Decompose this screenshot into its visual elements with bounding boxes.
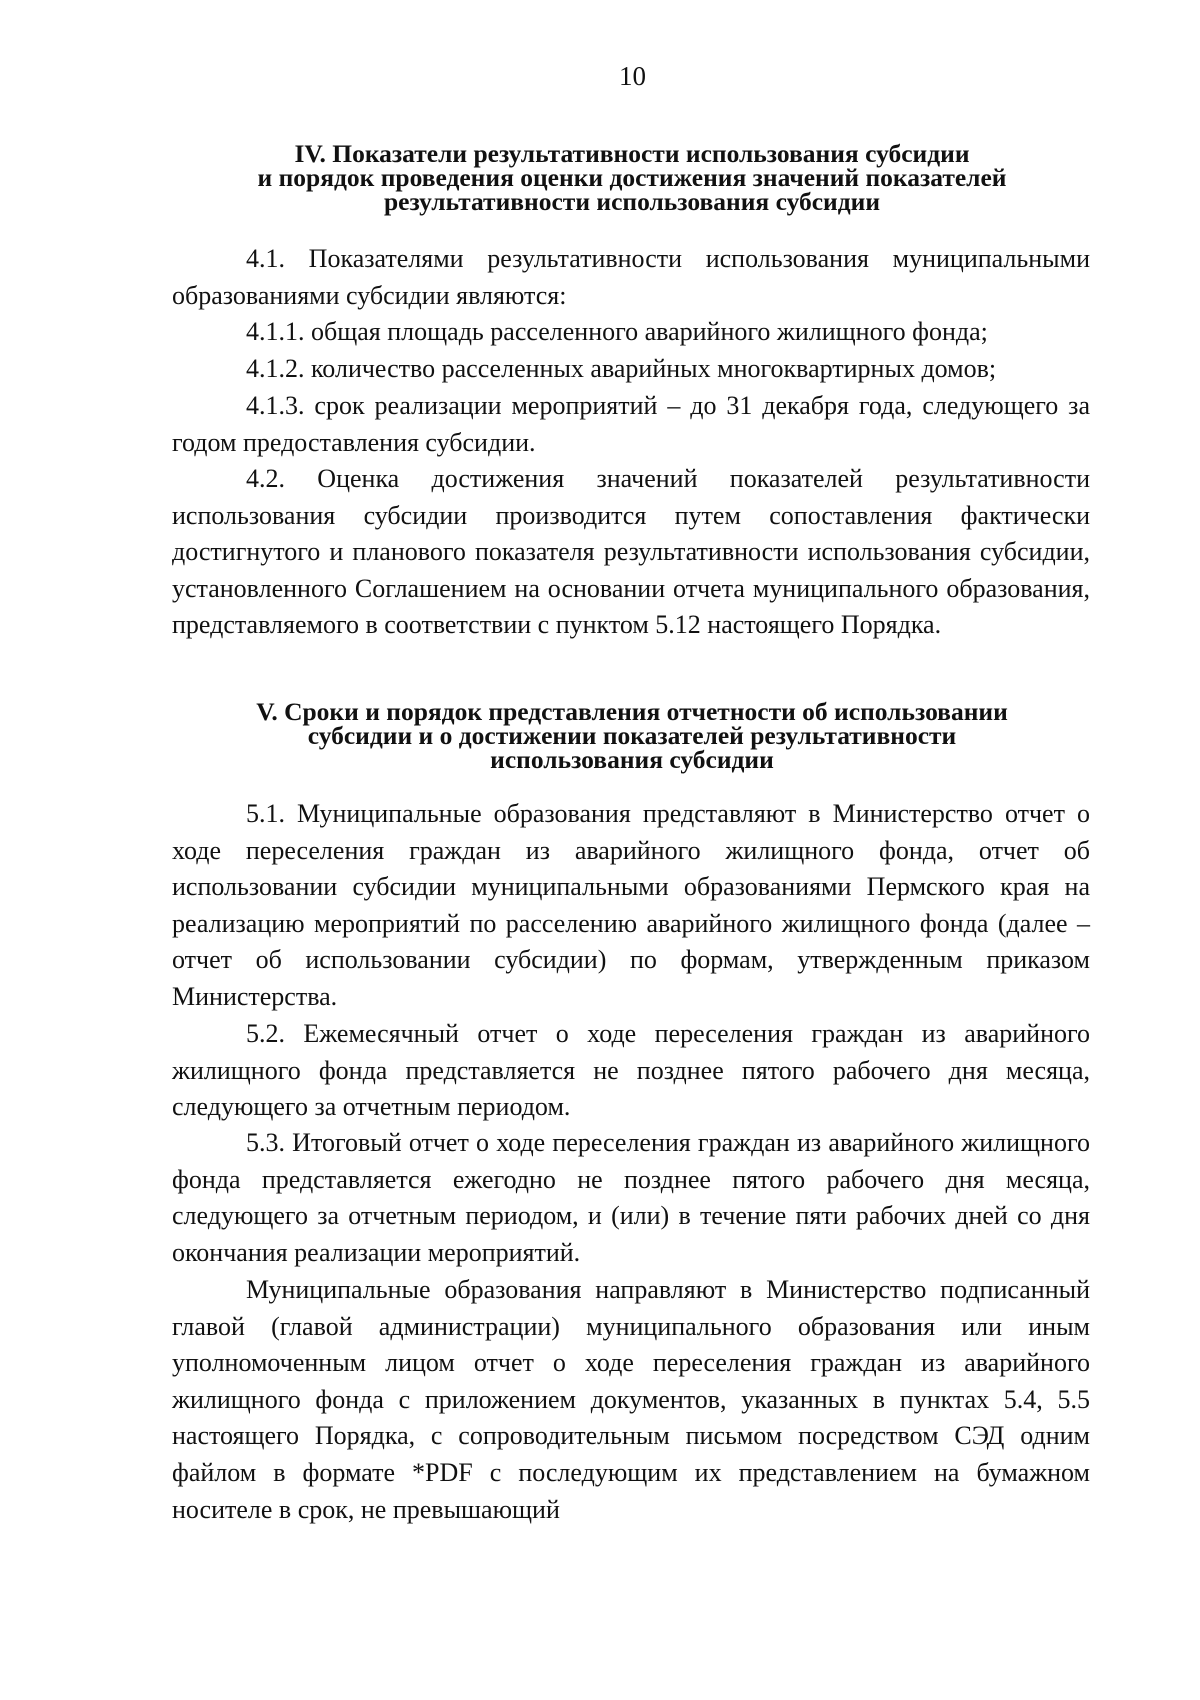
section-v-heading-line-2: субсидии и о достижении показателей результативности — [307, 721, 957, 750]
paragraph-5-3: 5.3. Итоговый отчет о ходе переселения граждан из аварийного жилищного фонда представляется ежегодно не позднее пятого рабочего дня месяца, следующего за отчетным периодом, и (или) в течение пяти рабочих дней со дня окончания реализации мероприятий. — [172, 1128, 1090, 1267]
section-v-heading-line-3: использования субсидии — [490, 745, 774, 774]
paragraph-4-1-2: 4.1.2. количество расселенных аварийных многоквартирных домов; — [246, 354, 997, 383]
section-iv-heading-line-1: IV. Показатели результативности использования субсидии — [294, 139, 970, 168]
page-number: 10 — [619, 61, 646, 91]
section-iv-heading-line-3: результативности использования субсидии — [383, 187, 881, 216]
paragraph-4-2: 4.2. Оценка достижения значений показателей результативности использования субсидии производится путем сопоставления фактически достигнутого и планового показателя результативности использования субсидии, установленного Соглашением на основании отчета муниципального образования, представляемого в соответствии с пунктом 5.12 настоящего Порядка. — [172, 464, 1090, 640]
paragraph-5-2: 5.2. Ежемесячный отчет о ходе переселения граждан из аварийного жилищного фонда представляется не позднее пятого рабочего дня месяца, следующего за отчетным периодом. — [172, 1019, 1090, 1122]
section-iv-heading-line-2: и порядок проведения оценки достижения значений показателей — [257, 163, 1007, 192]
section-iv-heading — [172, 139, 1092, 216]
section-v-heading-line-1: V. Сроки и порядок представления отчетности об использовании — [256, 697, 1008, 726]
paragraph-5-1: 5.1. Муниципальные образования представляют в Министерство отчет о ходе переселения граждан из аварийного жилищного фонда, отчет об использовании субсидии муниципальными образованиями Пермского края на реализацию мероприятий по расселению аварийного жилищного фонда (далее – отчет об использовании субсидии) по формам, утвержденным приказом Министерства. — [172, 799, 1090, 1011]
paragraph-4-1-1: 4.1.1. общая площадь расселенного аварийного жилищного фонда; — [246, 317, 988, 346]
paragraph-municipal-reporting: Муниципальные образования направляют в Министерство подписанный главой (главой администрации) муниципального образования или иным уполномоченным лицом отчет о ходе переселения граждан из аварийного жилищного фонда с приложением документов, указанных в пунктах 5.4, 5.5 настоящего Порядка, с сопроводительным письмом посредством СЭД одним файлом в формате *PDF с последующим их представлением на бумажном носителе в срок, не превышающий — [172, 1275, 1090, 1524]
paragraph-4-1-3: 4.1.3. срок реализации мероприятий – до 31 декабря года, следующего за годом предоставления субсидии. — [172, 391, 1090, 457]
section-v-heading — [172, 697, 1092, 774]
paragraph-4-1: 4.1. Показателями результативности использования муниципальными образованиями субсидии являются: — [172, 244, 1090, 310]
